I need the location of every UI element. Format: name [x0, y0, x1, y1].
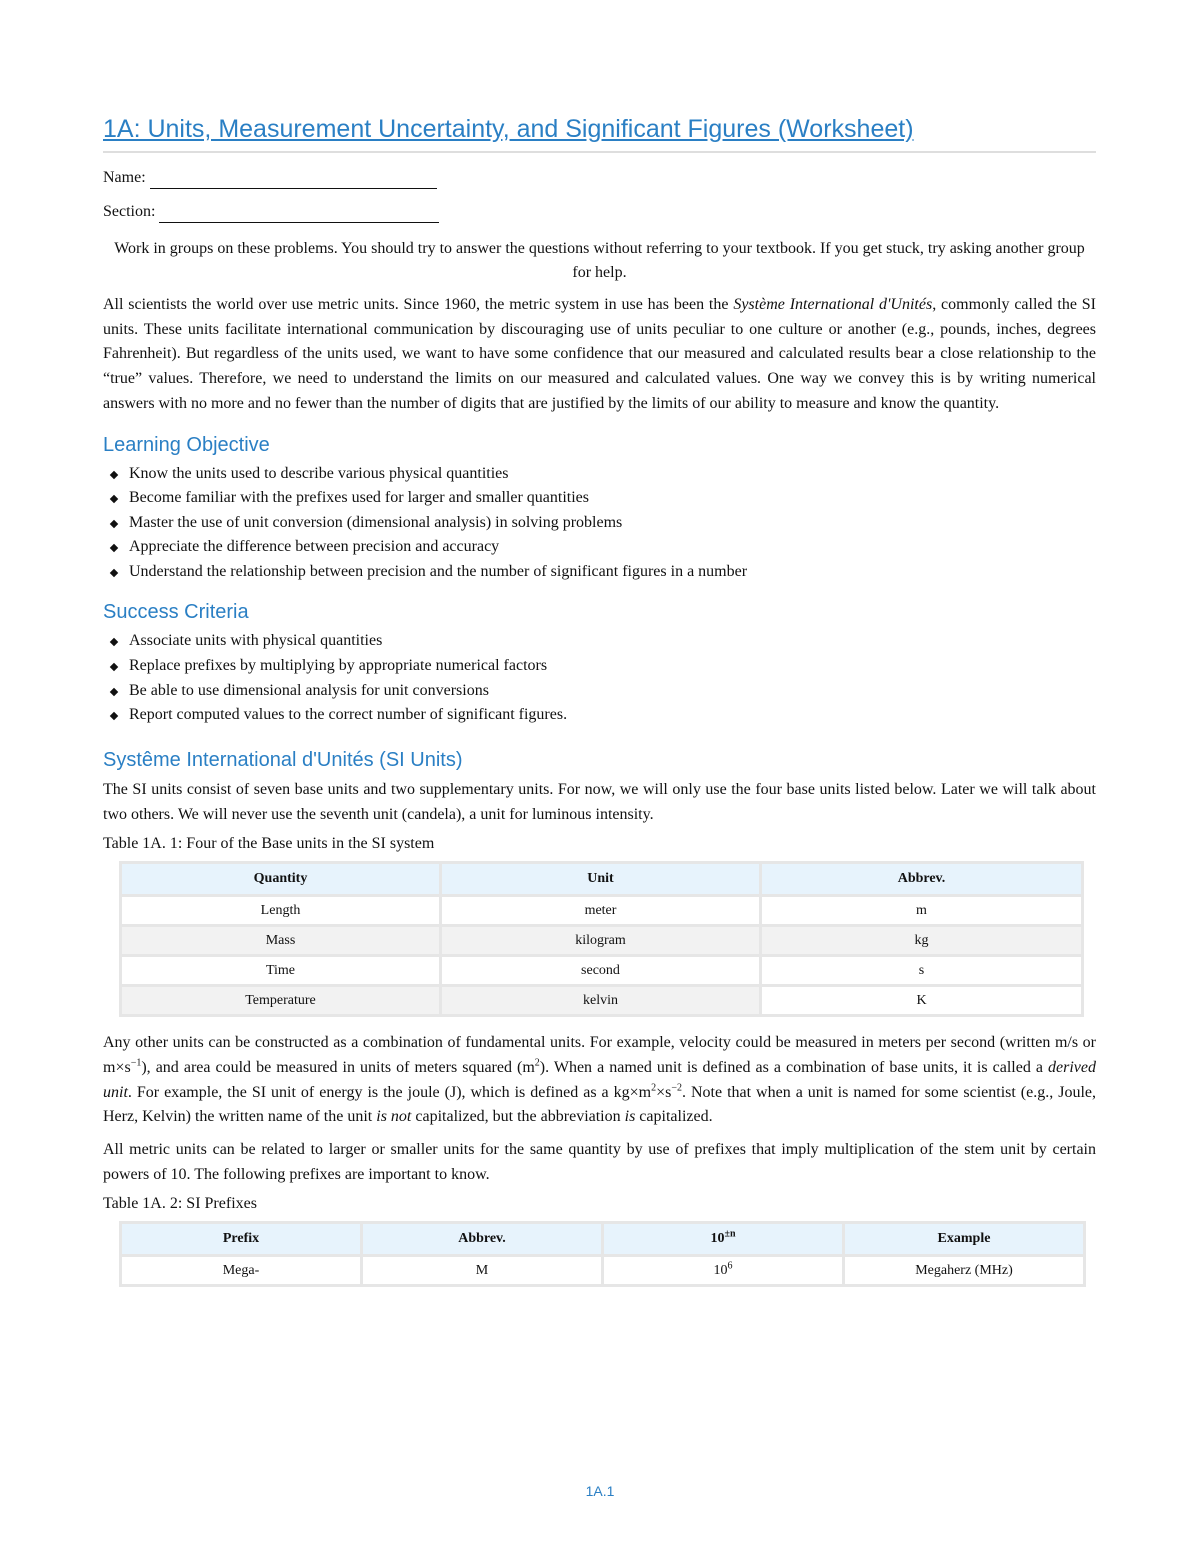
table-cell: kg	[762, 927, 1081, 954]
section-field	[103, 201, 1096, 223]
intro-paragraph: All scientists the world over use metric units. Since 1960, the metric system in use has been the Système International d'Unités, commonly called the SI units. These units facilitate international communication by discouraging use of units peculiar to one culture or another (e.g., pounds, inches, degrees Fahrenheit). But regardless of the units used, we want to have some confidence that our measured and calculated results bear a close relationship to the “true” values. Therefore, we need to understand the limits on our measured and calculated values. One way we convey this is by writing numerical answers with no more and no fewer than the number of digits that are justified by the limits of our ability to measure and know the quantity.	[103, 296, 1096, 412]
name-field	[103, 167, 1096, 189]
table-header-row	[122, 864, 1081, 894]
table-cell: Time	[122, 957, 439, 984]
name-label: Name:	[103, 169, 146, 186]
bullet-icon	[110, 495, 118, 503]
list-item: Be able to use dimensional analysis for unit conversions	[103, 679, 1096, 704]
list-item: Appreciate the difference between precision and accuracy	[103, 535, 1096, 560]
table-cell: M	[363, 1257, 601, 1284]
table-row	[122, 897, 1081, 924]
table-cell: K	[762, 987, 1081, 1014]
table2-caption: Table 1A. 2: SI Prefixes	[103, 1195, 257, 1213]
success-criteria-list	[103, 629, 1096, 727]
page-title[interactable]: 1A: Units, Measurement Uncertainty, and Significant Figures (Worksheet)	[103, 112, 1096, 153]
bullet-icon	[110, 712, 118, 720]
table1-caption: Table 1A. 1: Four of the Base units in the SI system	[103, 835, 435, 853]
list-item: Understand the relationship between precision and the number of significant figures in a number	[103, 560, 1096, 585]
table-header-row	[122, 1224, 1083, 1254]
name-input-line[interactable]	[150, 172, 437, 189]
bullet-icon	[110, 663, 118, 671]
bullet-icon	[110, 470, 118, 478]
table-row	[122, 1257, 1083, 1284]
success-criteria-heading: Success Criteria	[103, 601, 249, 624]
bullet-icon	[110, 519, 118, 527]
list-item: Report computed values to the correct number of significant figures.	[103, 703, 1096, 728]
derived-units-paragraph: Any other units can be constructed as a combination of fundamental units. For example, velocity could be measured in meters per second (written m/s or $m\times s^{-1}$), and area could be measured in units of meters squared $(m^2)$. When a named unit is defined as a combination of base units, it is called a derived unit. For example, the SI unit of energy is the joule (J), which is defined as a $kg\times m^2\times s^{-2}$. Note that when a unit is named for some scientist (e.g., Joule, Herz, Kelvin) the written name of the unit is not capitalized, but the abbreviation is capitalized.	[103, 1034, 1096, 1126]
list-item: Know the units used to describe various physical quantities	[103, 462, 1096, 487]
table-row	[122, 987, 1081, 1014]
table-header: Unit	[442, 864, 759, 894]
table-cell: Mass	[122, 927, 439, 954]
intro-instructions: Work in groups on these problems. You should try to answer the questions without referring to your textbook. If you get stuck, try asking another group for help.	[114, 240, 1085, 281]
table-row	[122, 957, 1081, 984]
section-label: Section:	[103, 203, 156, 220]
learning-objective-list	[103, 462, 1096, 585]
table-cell: meter	[442, 897, 759, 924]
table-header: Prefix	[122, 1224, 360, 1254]
list-item: Associate units with physical quantities	[103, 629, 1096, 654]
table-cell: m	[762, 897, 1081, 924]
list-item: Become familiar with the prefixes used for larger and smaller quantities	[103, 486, 1096, 511]
table-cell: Megaherz (MHz)	[845, 1257, 1083, 1284]
bullet-icon	[110, 544, 118, 552]
table-cell: $10^6$	[604, 1257, 842, 1284]
table-cell: Length	[122, 897, 439, 924]
si-prefixes-table	[119, 1221, 1086, 1287]
table-cell: Temperature	[122, 987, 439, 1014]
table-cell: s	[762, 957, 1081, 984]
table-header: Example	[845, 1224, 1083, 1254]
si-units-paragraph: The SI units consist of seven base units and two supplementary units. For now, we will only use the four base units listed below. Later we will talk about two others. We will never use the seventh unit (candela), a unit for luminous intensity.	[103, 780, 1096, 823]
table-row	[122, 927, 1081, 954]
table-cell: kilogram	[442, 927, 759, 954]
list-item: Replace prefixes by multiplying by appropriate numerical factors	[103, 654, 1096, 679]
learning-objective-heading: Learning Objective	[103, 433, 270, 456]
base-units-table	[119, 861, 1084, 1017]
table-header: Quantity	[122, 864, 439, 894]
bullet-icon	[110, 638, 118, 646]
page-content	[103, 112, 1096, 1287]
table-cell: kelvin	[442, 987, 759, 1014]
bullet-icon	[110, 687, 118, 695]
table-cell: second	[442, 957, 759, 984]
table-cell: Mega-	[122, 1257, 360, 1284]
table-header: Abbrev.	[762, 864, 1081, 894]
list-item: Master the use of unit conversion (dimensional analysis) in solving problems	[103, 511, 1096, 536]
page-number: 1A.1	[585, 1483, 615, 1499]
table-header: Abbrev.	[363, 1224, 601, 1254]
bullet-icon	[110, 569, 118, 577]
prefixes-paragraph: All metric units can be related to larger or smaller units for the same quantity by use of prefixes that imply multiplication of the stem unit by certain powers of 10. The following prefixes are important to know.	[103, 1141, 1096, 1183]
table-header: $10^{\pm n}$	[604, 1224, 842, 1254]
section-input-line[interactable]	[159, 206, 439, 223]
si-units-heading: Systême International d'Unités (SI Units)	[103, 748, 463, 771]
